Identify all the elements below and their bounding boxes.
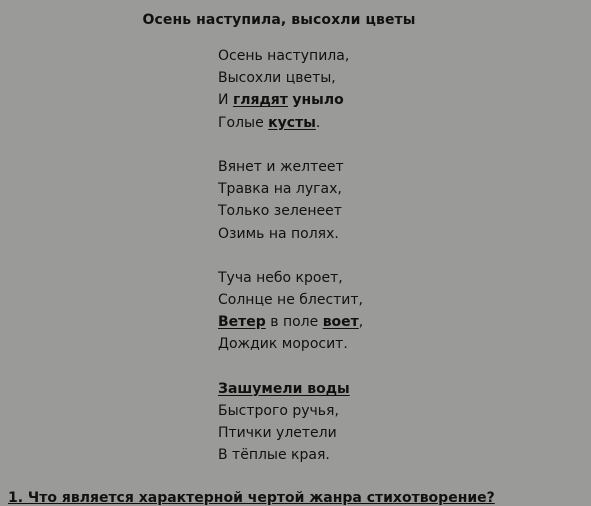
highlighted-word: Зашумели воды bbox=[218, 380, 350, 397]
line-text: И bbox=[218, 92, 233, 109]
poem-line bbox=[218, 45, 363, 67]
poem-line bbox=[218, 289, 363, 311]
line-text: Птички улетели bbox=[218, 425, 337, 442]
stanza-gap bbox=[218, 134, 363, 156]
question-heading: 1. Что является характерной чертой жанра стихотворение? bbox=[8, 490, 495, 506]
poem-line bbox=[218, 378, 363, 400]
line-text: Дождик моросит. bbox=[218, 336, 348, 353]
poem-line bbox=[218, 444, 363, 466]
poem-title: Осень наступила, высохли цветы bbox=[142, 12, 416, 28]
line-text: Высохли цветы, bbox=[218, 70, 336, 87]
poem-line bbox=[218, 311, 363, 333]
line-text: Травка на лугах, bbox=[218, 181, 342, 198]
line-text: Быстрого ручья, bbox=[218, 403, 339, 419]
stanza-gap bbox=[218, 356, 363, 378]
cropped-text-line bbox=[4, 0, 344, 3]
poem-line bbox=[218, 178, 363, 200]
poem-line bbox=[218, 422, 363, 444]
poem-line bbox=[218, 267, 363, 289]
highlighted-word: кусты bbox=[268, 114, 316, 131]
line-text: Солнце не блестит, bbox=[218, 292, 364, 309]
highlighted-word: Ветер bbox=[218, 314, 266, 331]
line-text: в поле bbox=[265, 314, 323, 331]
line-text: В тёплые края. bbox=[218, 447, 330, 464]
highlighted-word: глядят bbox=[232, 92, 288, 109]
poem-line bbox=[218, 67, 363, 89]
line-text: Только зеленеет bbox=[218, 203, 342, 220]
line-text: уныло bbox=[292, 92, 344, 109]
line-text: Озимь на полях. bbox=[218, 225, 339, 242]
line-text: Вянет и желтеет bbox=[218, 158, 344, 175]
poem-line bbox=[218, 156, 363, 178]
poem-line bbox=[218, 333, 363, 355]
line-text: Осень наступила, bbox=[218, 48, 350, 64]
line-text: , bbox=[358, 314, 364, 331]
poem-body bbox=[218, 45, 363, 467]
poem-line bbox=[218, 223, 363, 245]
line-text: Туча небо кроет, bbox=[218, 269, 343, 286]
line-text: Голые bbox=[218, 114, 269, 131]
line-text: . bbox=[315, 114, 321, 131]
poem-line bbox=[218, 112, 363, 134]
highlighted-word: воет bbox=[322, 314, 359, 331]
poem-line bbox=[218, 89, 363, 111]
poem-line bbox=[218, 200, 363, 222]
poem-line bbox=[218, 400, 363, 422]
stanza-gap bbox=[218, 245, 363, 267]
